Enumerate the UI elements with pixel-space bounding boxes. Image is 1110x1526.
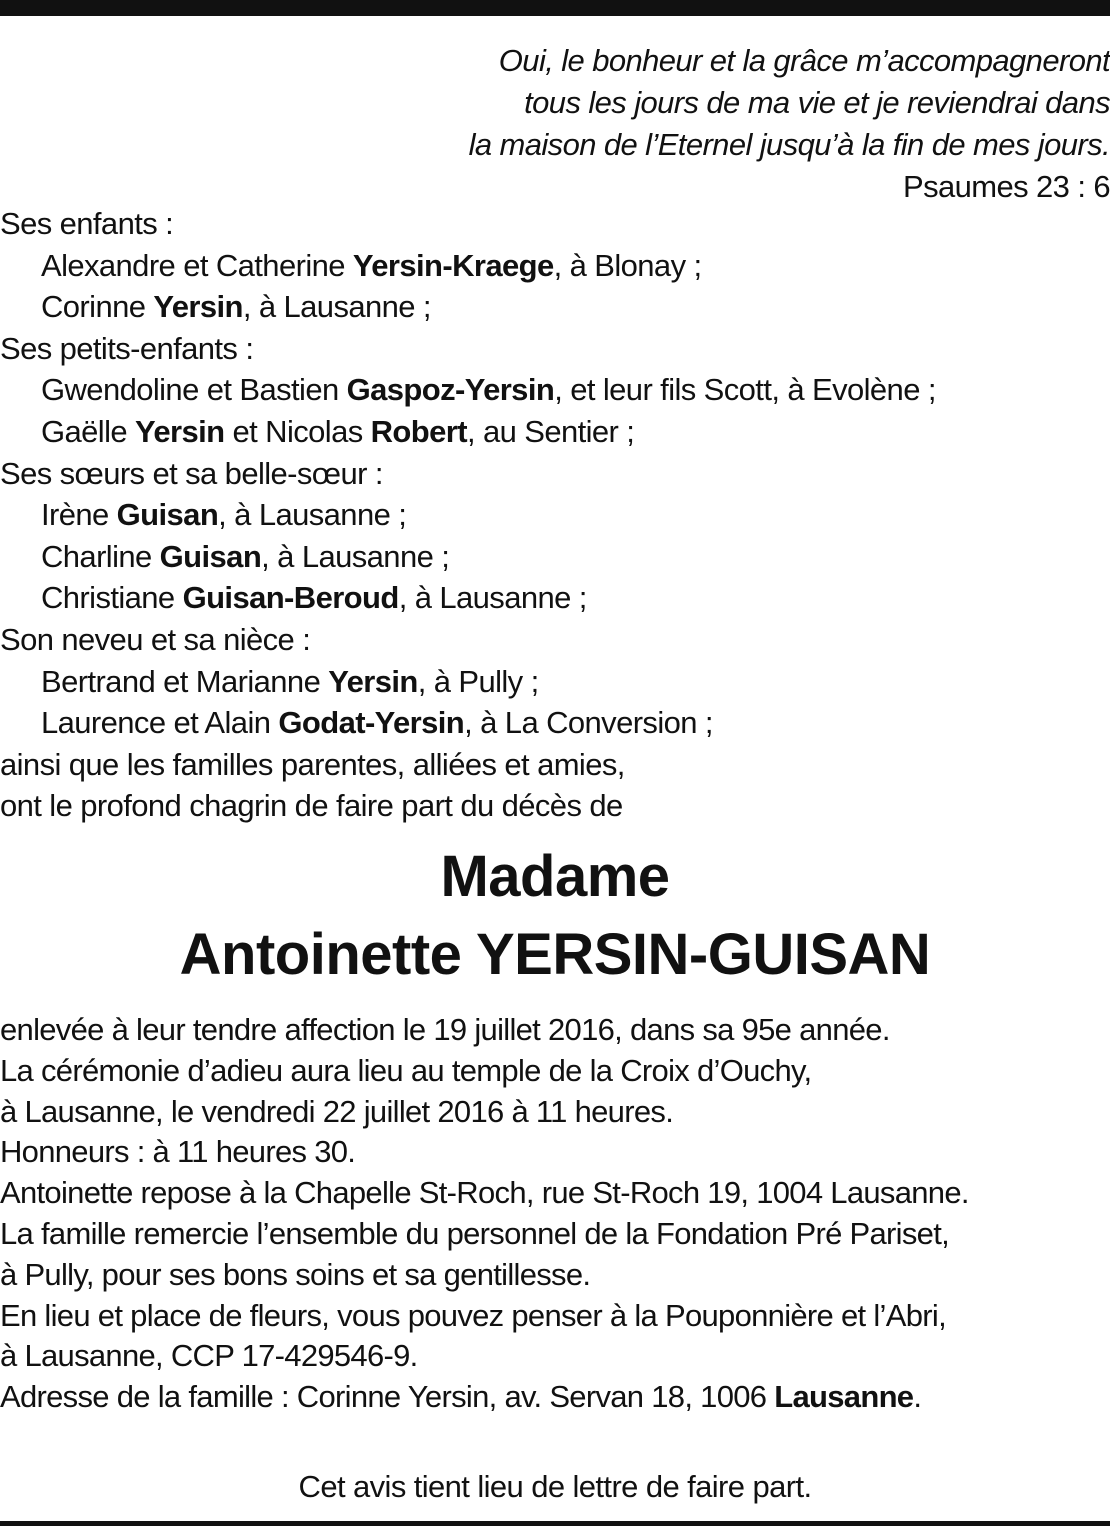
detail-line: Honneurs : à 11 heures 30. <box>0 1134 356 1170</box>
quote-line: tous les jours de ma vie et je reviendrai dans <box>524 85 1110 120</box>
detail-line: La cérémonie d’adieu aura lieu au temple de la Croix d’Ouchy, <box>0 1052 812 1088</box>
given-names: Bertrand et Marianne <box>41 663 329 699</box>
surname: Godat-Yersin <box>278 705 465 741</box>
family-entry <box>0 369 1110 411</box>
detail-line: Antoinette repose à la Chapelle St-Roch, rue St-Roch 19, 1004 Lausanne. <box>0 1175 969 1211</box>
given-names: Gwendoline et Bastien <box>41 372 347 408</box>
grandchildren-heading: Ses petits-enfants : <box>0 330 254 366</box>
family-entry <box>0 577 1110 619</box>
surname: Robert <box>370 413 467 449</box>
family-entry <box>0 245 1110 287</box>
place: , au Sentier ; <box>466 413 635 449</box>
place: , à Lausanne ; <box>398 580 587 616</box>
surname: Yersin <box>328 663 418 699</box>
sisters-heading: Ses sœurs et sa belle-sœur : <box>0 455 383 491</box>
address-suffix: . <box>913 1379 922 1415</box>
family-entry <box>0 494 1110 536</box>
given-names: Christiane <box>41 580 183 616</box>
given-names: Irène <box>41 497 117 533</box>
family-list <box>0 203 1110 827</box>
place: , à Lausanne ; <box>261 538 450 574</box>
place: , à Blonay ; <box>553 247 702 283</box>
deceased-title <box>0 838 1110 994</box>
quote-line: Oui, le bonheur et la grâce m’accompagneront <box>498 43 1110 78</box>
detail-line: La famille remercie l’ensemble du personnel de la Fondation Pré Pariset, <box>0 1215 950 1251</box>
surname: Guisan-Beroud <box>182 580 399 616</box>
given-names: Corinne <box>41 289 154 325</box>
ceremony-details <box>0 1010 1110 1418</box>
given-names: et Nicolas <box>224 413 371 449</box>
top-rule <box>0 0 1110 16</box>
family-entry <box>0 536 1110 578</box>
given-names: Laurence et Alain <box>41 705 279 741</box>
place: , à Pully ; <box>417 663 539 699</box>
nephews-heading: Son neveu et sa nièce : <box>0 621 311 657</box>
honorific: Madame <box>440 844 670 909</box>
given-names: Gaëlle <box>41 413 136 449</box>
quote-line: la maison de l’Eternel jusqu’à la fin de mes jours. <box>468 127 1110 162</box>
given-names: Alexandre et Catherine <box>41 247 353 283</box>
detail-line: à Lausanne, CCP 17-429546-9. <box>0 1338 418 1374</box>
place: , et leur fils Scott, à Evolène ; <box>554 372 936 408</box>
footer-note: Cet avis tient lieu de lettre de faire part. <box>298 1469 812 1504</box>
family-entry <box>0 286 1110 328</box>
family-entry <box>0 411 1110 453</box>
place: , à Lausanne ; <box>242 289 431 325</box>
quote-reference: Psaumes 23 : 6 <box>903 169 1110 204</box>
children-heading: Ses enfants : <box>0 206 174 241</box>
bottom-rule <box>0 1521 1110 1526</box>
detail-line: En lieu et place de fleurs, vous pouvez penser à la Pouponnière et l’Abri, <box>0 1297 946 1333</box>
place: , à Lausanne ; <box>218 497 407 533</box>
surname: Gaspoz-Yersin <box>346 372 555 408</box>
address-prefix: Adresse de la famille : Corinne Yersin, av. Servan 18, 1006 <box>0 1379 775 1415</box>
surname: Yersin-Kraege <box>352 247 554 283</box>
closing-line: ont le profond chagrin de faire part du décès de <box>0 788 623 824</box>
detail-line: enlevée à leur tendre affection le 19 juillet 2016, dans sa 95e année. <box>0 1012 890 1047</box>
address-city: Lausanne <box>774 1379 914 1415</box>
family-entry <box>0 702 1110 744</box>
deceased-name: Antoinette YERSIN-GUISAN <box>179 922 931 987</box>
surname: Yersin <box>153 289 243 325</box>
surname: Guisan <box>116 497 219 533</box>
family-address <box>0 1377 1110 1418</box>
detail-line: à Lausanne, le vendredi 22 juillet 2016 à 11 heures. <box>0 1093 674 1129</box>
family-entry <box>0 661 1110 703</box>
given-names: Charline <box>41 538 160 574</box>
psalm-quote <box>0 40 1110 208</box>
surname: Guisan <box>159 538 262 574</box>
detail-line: à Pully, pour ses bons soins et sa gentillesse. <box>0 1256 591 1292</box>
surname: Yersin <box>135 413 225 449</box>
place: , à La Conversion ; <box>464 705 713 741</box>
closing-line: ainsi que les familles parentes, alliées et amies, <box>0 746 625 782</box>
